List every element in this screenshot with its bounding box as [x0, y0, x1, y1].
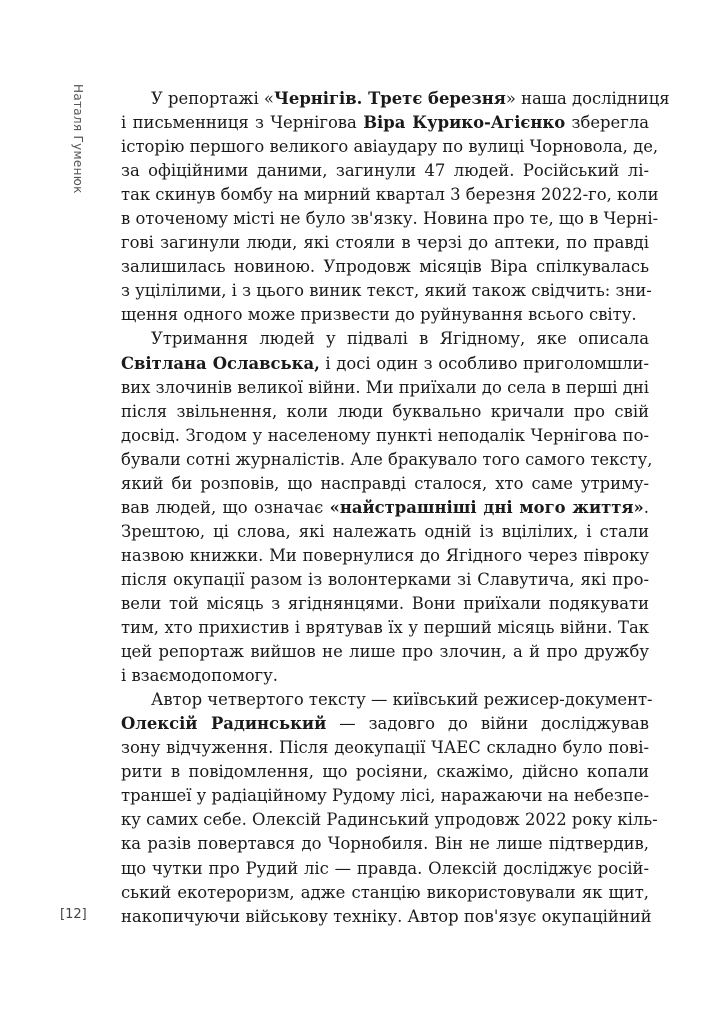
text-segment: який би розповів, що насправді сталося, хто саме утриму-: [121, 473, 649, 493]
text-line: [121, 352, 649, 376]
text-segment: ку самих себе. Олексій Радинський упродовж 2022 року кіль-: [121, 810, 658, 830]
running-head: Наталя Гуменюк: [71, 84, 85, 194]
text-segment: і письменниця з Чернігова: [121, 113, 364, 133]
text-line: [121, 159, 649, 183]
text-line: [121, 448, 653, 472]
text-segment: Автор четвертого тексту — київський режисер-документ-: [151, 690, 653, 710]
text-segment: .: [643, 497, 650, 517]
page-number: [12]: [60, 907, 87, 922]
text-segment: історію першого великого авіаудару по вулиці Чорновола, де,: [121, 137, 659, 157]
text-segment: Утримання людей у підвалі в Ягідному, яке описала: [151, 329, 649, 349]
text-segment: за офіційними даними, загинули 47 людей. Російський лі-: [121, 161, 649, 181]
text-line: [121, 808, 658, 832]
paragraph: [121, 87, 670, 327]
text-segment: щення одного може призвести до руйнування всього світу.: [121, 305, 637, 325]
text-segment: після звільнення, коли люди буквально кричали про свій: [121, 401, 649, 421]
text-segment: гові загинули люди, які стояли в черзі до аптеки, по правді: [121, 233, 649, 253]
text-segment: У репортажі «: [151, 89, 274, 108]
body-text: [121, 87, 670, 929]
paragraph: [121, 327, 653, 688]
text-line: [121, 424, 649, 448]
text-line: [121, 520, 649, 544]
text-line: [121, 111, 649, 135]
text-segment: так скинув бомбу на мирний квартал 3 березня 2022-го, коли: [121, 185, 659, 205]
text-segment: Зрештою, ці слова, які належать одній із вцілілих, і стали: [121, 521, 649, 541]
text-line: [121, 688, 653, 712]
text-line: [121, 568, 649, 592]
text-line: [121, 905, 652, 929]
bold-text-segment: Світлана Ославська,: [121, 353, 320, 373]
bold-text-segment: Віра Курико-Агієнко: [363, 113, 566, 133]
text-line: [121, 881, 649, 905]
text-line: [121, 736, 649, 760]
text-line: [121, 207, 659, 231]
text-line: [121, 135, 659, 159]
text-segment: вав людей, що означає: [121, 497, 330, 517]
text-segment: що чутки про Рудий ліс — правда. Олексій досліджує росій-: [121, 858, 649, 878]
text-line: [121, 255, 649, 279]
text-segment: зону відчуження. Після деокупації ЧАЕС складно було пові-: [121, 738, 649, 758]
text-line: [121, 784, 649, 808]
text-line: [121, 400, 649, 424]
text-segment: накопичуючи військову техніку. Автор пов'язує окупаційний: [121, 906, 652, 926]
text-line: [121, 640, 649, 664]
text-line: [121, 496, 649, 520]
text-line: [121, 303, 649, 327]
text-line: [121, 87, 670, 111]
bold-text-segment: Чернігів. Третє березня: [273, 89, 506, 108]
text-line: [121, 616, 649, 640]
text-segment: і досі один з особливо приголомшли-: [319, 353, 649, 373]
text-segment: досвід. Згодом у населеному пункті неподалік Чернігова по-: [121, 425, 649, 445]
text-segment: і взаємодопомогу.: [121, 666, 278, 686]
text-line: [121, 832, 649, 856]
text-segment: — задовго до війни досліджував: [326, 714, 649, 734]
text-line: [121, 472, 649, 496]
text-segment: назвою книжки. Ми повернулися до Ягідного через півроку: [121, 545, 649, 565]
text-segment: ський екотероризм, адже станцію використовували як щит,: [121, 882, 649, 902]
text-line: [121, 327, 649, 351]
text-line: [121, 712, 649, 736]
text-segment: ка разів повертався до Чорнобиля. Він не лише підтвердив,: [121, 834, 649, 854]
bold-text-segment: «найстрашніші дні мого життя»: [329, 497, 644, 517]
text-line: [121, 231, 649, 255]
text-line: [121, 857, 649, 881]
text-line: [121, 544, 649, 568]
text-segment: рити в повідомлення, що росіяни, скажімо, дійсно копали: [121, 762, 649, 782]
text-line: [121, 592, 649, 616]
text-segment: з уцілілими, і з цього виник текст, який також свідчить: зни-: [121, 281, 652, 301]
text-line: [121, 760, 649, 784]
text-segment: бували сотні журналістів. Але бракувало того самого тексту,: [121, 449, 653, 469]
text-segment: » наша дослідниця: [505, 89, 670, 108]
text-line: [121, 279, 652, 303]
paragraph: [121, 688, 658, 928]
bold-text-segment: Олексій Радинський: [121, 714, 327, 734]
text-segment: траншеї у радіаційному Рудому лісі, наражаючи на небезпе-: [121, 786, 649, 806]
text-line: [121, 183, 659, 207]
text-segment: вих злочинів великої війни. Ми приїхали до села в перші дні: [121, 377, 649, 397]
text-line: [121, 664, 649, 688]
text-segment: після окупації разом із волонтерками зі Славутича, які про-: [121, 569, 649, 589]
text-segment: в оточеному місті не було зв'язку. Новина про те, що в Черні-: [121, 209, 659, 229]
text-segment: зберегла: [565, 113, 650, 133]
text-segment: цей репортаж вийшов не лише про злочин, а й про дружбу: [121, 642, 649, 662]
text-segment: вели той місяць з ягіднянцями. Вони приїхали подякувати: [121, 593, 649, 613]
text-segment: залишилась новиною. Упродовж місяців Віра спілкувалась: [121, 257, 649, 277]
text-segment: тим, хто прихистив і врятував їх у перший місяць війни. Так: [121, 618, 649, 638]
text-line: [121, 376, 649, 400]
